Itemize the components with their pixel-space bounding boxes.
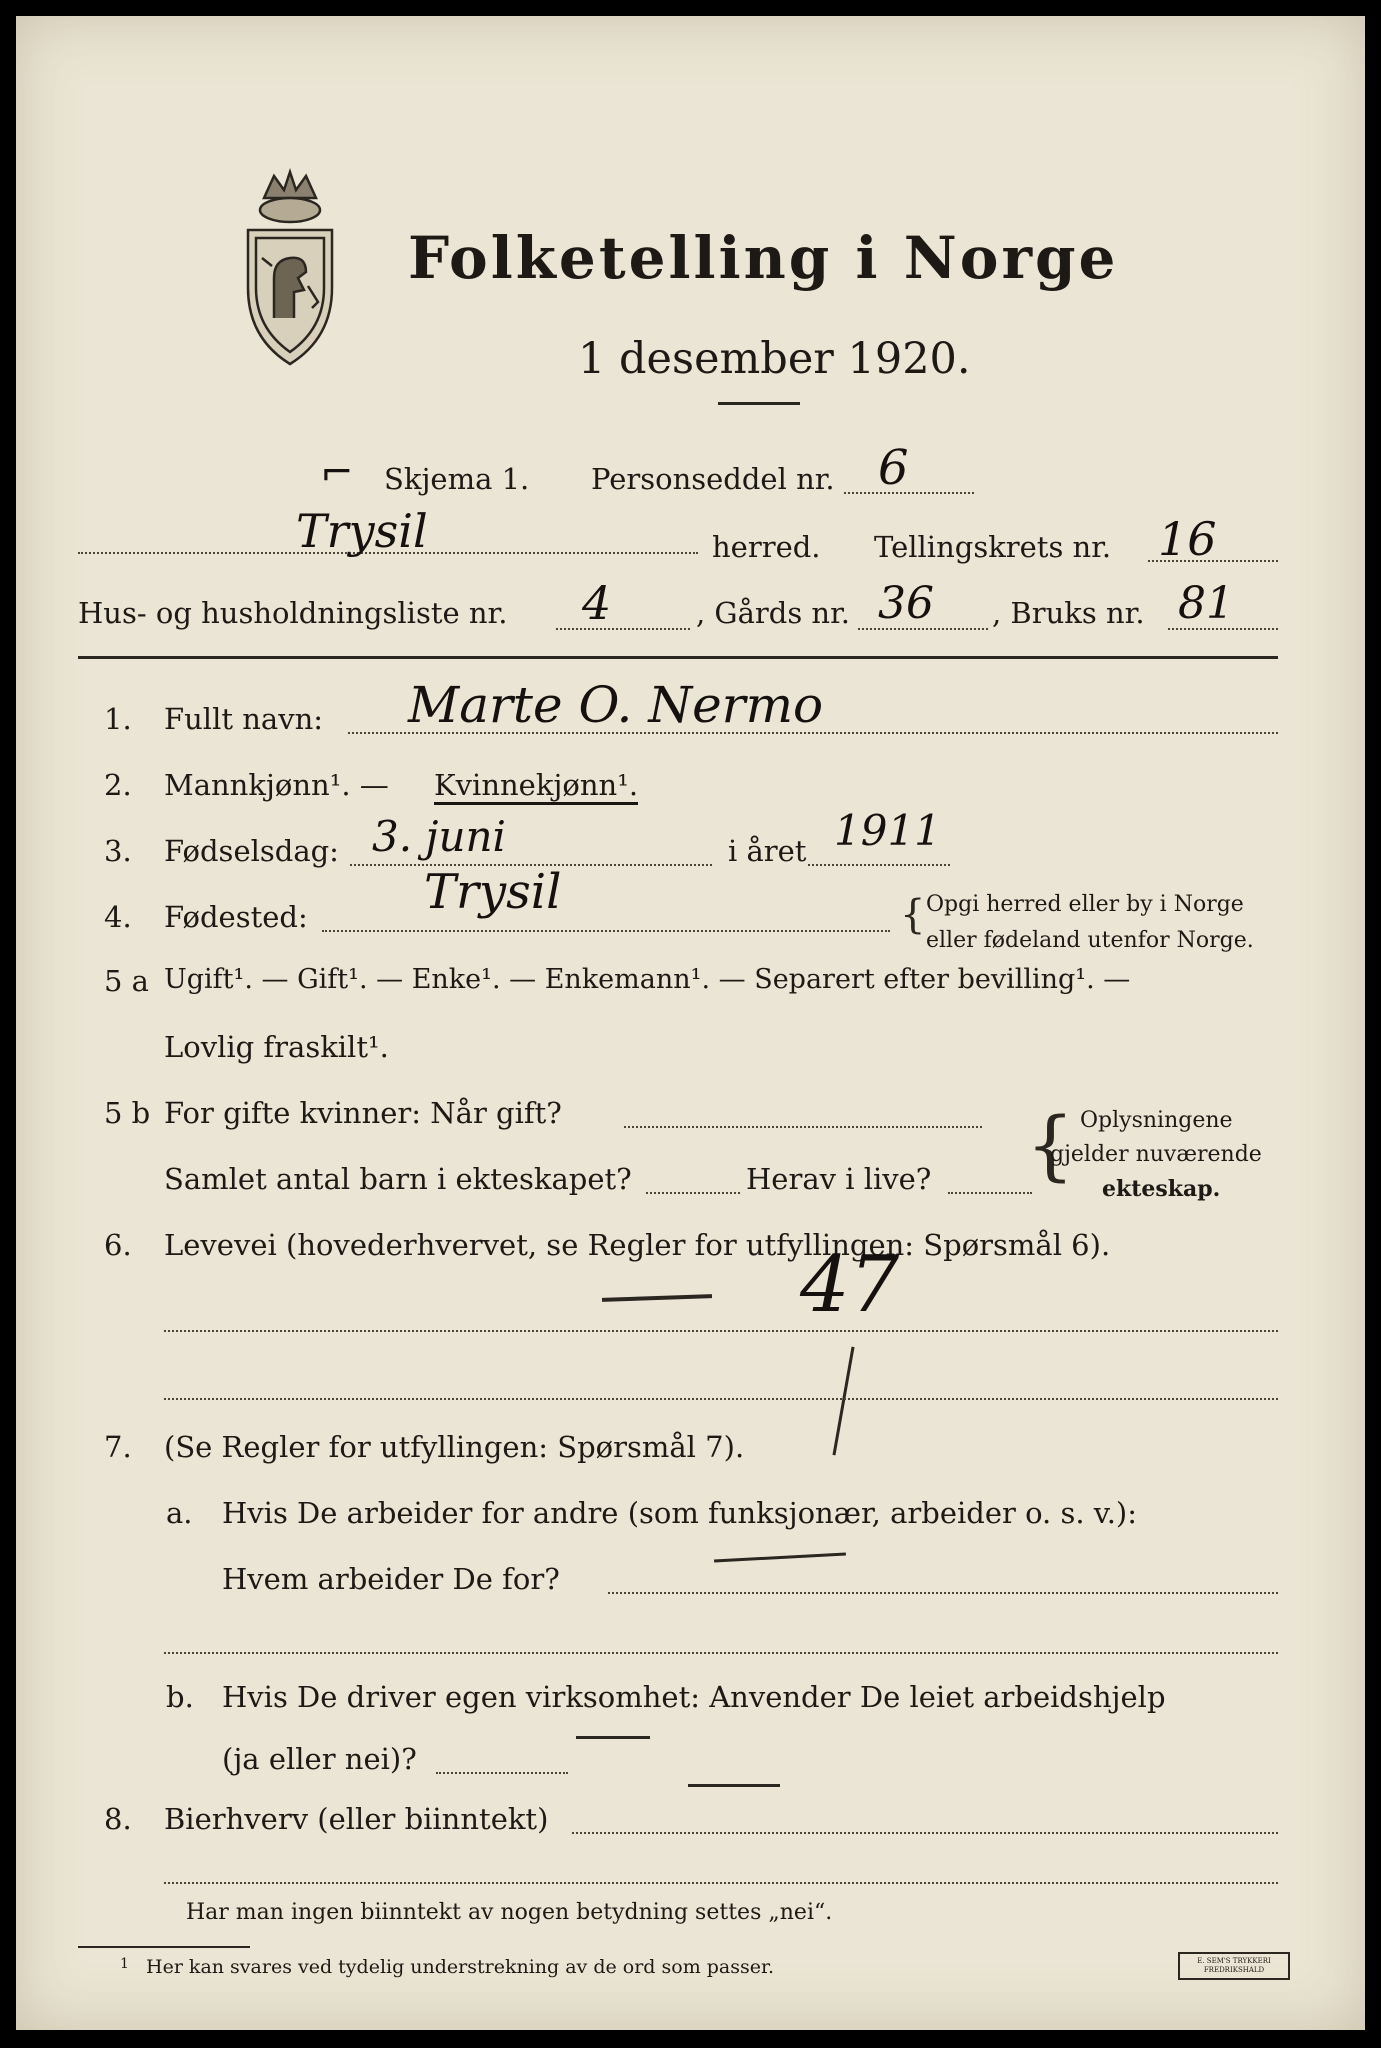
- husliste-label: Hus- og husholdningsliste nr.: [78, 596, 508, 630]
- herred-value: Trysil: [296, 504, 428, 558]
- gards-label: , Gårds nr.: [696, 596, 850, 630]
- q7b-line1: Hvis De driver egen virksomhet: Anvender De leiet arbeidshjelp: [222, 1680, 1166, 1714]
- husliste-value: 4: [582, 576, 612, 630]
- q2-female: Kvinnekjønn¹.: [434, 768, 638, 805]
- q4-note-2: eller fødeland utenfor Norge.: [926, 928, 1254, 953]
- q1-label: Fullt navn:: [164, 702, 324, 736]
- handwritten-mark: ⌐: [320, 450, 354, 496]
- bruks-value: 81: [1178, 578, 1234, 629]
- strike-mark: [602, 1294, 712, 1302]
- form-title: Folketelling i Norge: [408, 224, 1119, 292]
- bruks-label: , Bruks nr.: [992, 596, 1145, 630]
- q6-label: Levevei (hovederhvervet, se Regler for utfyllingen: Spørsmål 6).: [164, 1228, 1111, 1262]
- q5a-line1: Ugift¹. — Gift¹. — Enke¹. — Enkemann¹. — Separert efter bevilling¹. —: [164, 964, 1131, 995]
- census-form: Folketelling i Norge 1 desember 1920. ⌐ Skjema 1. Personseddel nr. 6 Trysil herred. Tellingskrets nr. 16 Hus- og husholdningsliste nr. 4 , Gårds nr. 36 , Bruks nr. 81 1. Fullt navn: Marte O. Nermo 2. Mannkjønn¹. — Kvinnekjønn¹. 3. Fødselsdag: 3. juni i året 1911 4. Fødested: Trysil { Opgi herred eller by i Norge eller fødeland utenfor Norge. 5 a Ugift¹. — Gift¹. — Enke¹. — Enkemann¹. — Separert efter bevilling¹. — Lovlig fraskilt¹. 5 b For gifte kvinner: Når gift? Samlet antal barn i ekteskapet? Herav i live? { Oplysningene gjelder nuværende ekteskap. 6. Levevei (hovederhvervet, se Regler for utfyllingen: Spørsmål 6). 47 7. (Se Regler for utfyllingen: Spørsmål 7). a. Hvis De arbeider for andre (som funksjonær, arbeider o. s. v.): Hvem arbeider De for? b. Hvis De driver egen virksomhet: Anvender De leiet arbeidshjelp (ja eller nei)? 8. Bierhverv (eller biinntekt) Har man ingen biinntekt av nogen betydning settes „nei“. 1 Her kan svares ved tydelig understrekning av de ord som passer. E. SEM'S TRYKKERI FREDRIKSHALD: [16, 16, 1365, 2030]
- form-date: 1 desember 1920.: [578, 334, 971, 384]
- q5b-note-1: Oplysningene: [1080, 1108, 1233, 1133]
- q3-year-label: i året: [728, 834, 807, 868]
- q5b-note-3: ekteskap.: [1102, 1176, 1221, 1202]
- q7b-line2: (ja eller nei)?: [222, 1742, 417, 1776]
- q5b-line2a: Samlet antal barn i ekteskapet?: [164, 1162, 632, 1196]
- q7a-line2: Hvem arbeider De for?: [222, 1562, 560, 1596]
- q8-label: Bierhverv (eller biinntekt): [164, 1802, 549, 1836]
- personseddel-value: 6: [878, 440, 909, 496]
- footnote-text: Her kan svares ved tydelig understrekning av de ord som passer.: [146, 1956, 775, 1978]
- q3-label: Fødselsdag:: [164, 834, 339, 868]
- full-name-value: Marte O. Nermo: [408, 676, 824, 734]
- header-rule: [78, 656, 1278, 659]
- q5a-line2: Lovlig fraskilt¹.: [164, 1030, 389, 1064]
- tellingskrets-value: 16: [1158, 512, 1217, 566]
- tellingskrets-label: Tellingskrets nr.: [874, 530, 1112, 564]
- personseddel-label: Personseddel nr.: [591, 462, 835, 496]
- coat-of-arms-icon: [234, 168, 346, 368]
- title-divider: [718, 402, 800, 405]
- birth-year-value: 1911: [834, 806, 941, 855]
- q5b-line2b: Herav i live?: [746, 1162, 932, 1196]
- gards-value: 36: [878, 578, 934, 629]
- q5b-note-2: gjelder nuværende: [1050, 1142, 1262, 1167]
- herred-label: herred.: [712, 530, 821, 564]
- q7a-line1: Hvis De arbeider for andre (som funksjonær, arbeider o. s. v.):: [222, 1496, 1138, 1530]
- footnote-mark: 1: [120, 1956, 129, 1972]
- q7-label: (Se Regler for utfyllingen: Spørsmål 7).: [164, 1430, 745, 1464]
- q5b-line1: For gifte kvinner: Når gift?: [164, 1096, 562, 1130]
- q4-label: Fødested:: [164, 900, 308, 934]
- birthplace-value: Trysil: [424, 864, 562, 920]
- q4-note-1: Opgi herred eller by i Norge: [926, 892, 1244, 917]
- q2-male: Mannkjønn¹. —: [164, 768, 389, 802]
- skjema-label: Skjema 1.: [384, 462, 530, 496]
- printer-stamp: E. SEM'S TRYKKERI FREDRIKSHALD: [1178, 1952, 1290, 1980]
- birthday-value: 3. juni: [372, 812, 506, 861]
- occupation-value: 47: [800, 1240, 900, 1330]
- footer-note: Har man ingen biinntekt av nogen betydning settes „nei“.: [186, 1900, 833, 1925]
